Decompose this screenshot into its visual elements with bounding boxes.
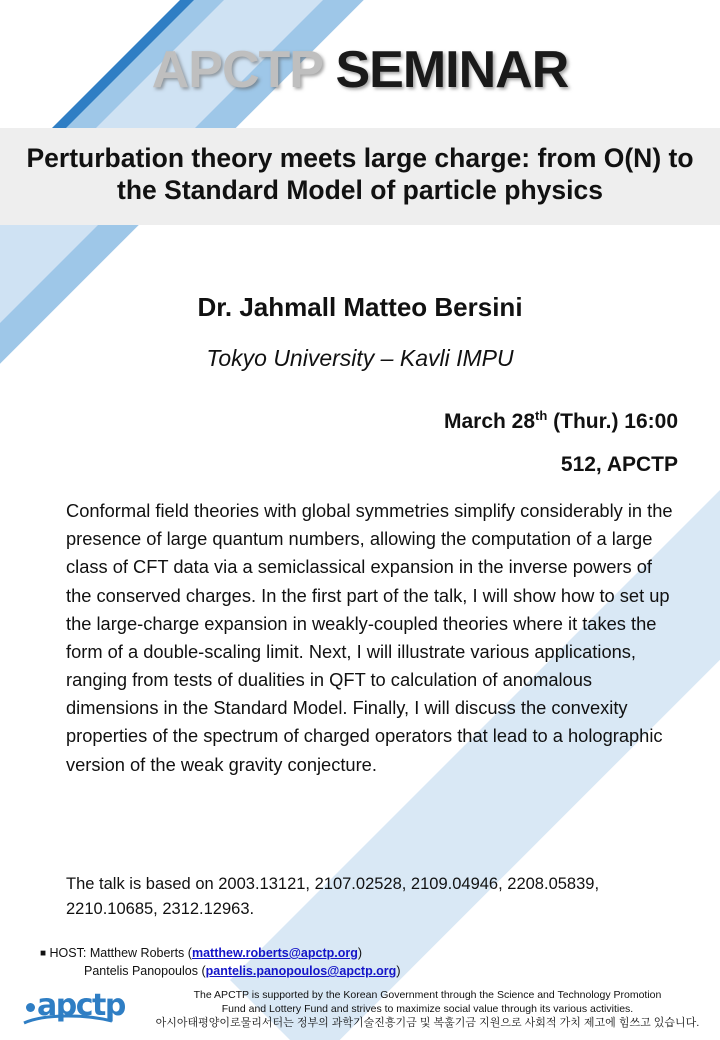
talk-date-ordinal: th — [535, 408, 548, 423]
host2-name: Pantelis Panopoulos — [84, 964, 198, 979]
logo-swoosh-icon — [22, 1012, 114, 1026]
title-panel — [0, 128, 720, 225]
paren-close-2: ) — [396, 964, 401, 979]
logo-dot-icon — [26, 1003, 35, 1012]
talk-title: Perturbation theory meets large charge: from O(N) to the Standard Model of particle physics — [26, 143, 694, 206]
funding-line-2: Fund and Lottery Fund and strives to maximize social value through its various activities. — [221, 1003, 634, 1016]
host1-name: Matthew Roberts — [89, 946, 185, 960]
heading-apctp-word: APCTP — [151, 41, 323, 99]
logo-text: apctp — [37, 988, 125, 1023]
talk-references: The talk is based on 2003.13121, 2107.02528, 2109.04946, 2208.05839, 2210.10685, 2312.12963. — [66, 875, 600, 918]
speaker-affiliation: Tokyo University – Kavli IMPU — [206, 345, 514, 371]
paren-open-1: ( — [187, 946, 192, 960]
host-row-1 — [40, 944, 400, 962]
host2-email-link[interactable]: pantelis.panopoulos@apctp.org — [205, 964, 397, 979]
talk-location: 512, APCTP — [560, 453, 678, 476]
funding-line-1: The APCTP is supported by the Korean Government through the Science and Technology Promotion — [193, 989, 662, 1001]
funding-footer — [150, 988, 705, 1031]
host1-email-link[interactable]: matthew.roberts@apctp.org — [191, 946, 358, 960]
poster-heading — [0, 40, 720, 100]
funding-line-korean: 아시아태평양이로물리서터는 정부의 과학기술진흥기금 및 복훌기금 지원으로 사회적 가치 제고에 힘쓰고 있습니다. — [155, 1017, 700, 1030]
host-label: HOST: — [49, 946, 87, 960]
paren-close-1: ) — [357, 946, 363, 960]
paren-open-2: ( — [201, 964, 206, 979]
speaker-name: Dr. Jahmall Matteo Bersini — [197, 292, 523, 322]
talk-abstract: Conformal field theories with global symmetries simplify considerably in the presence of large quantum numbers, allowing the computation of a large class of CFT data via a semiclassical expansion in the inverse powers of the conserved charges. In the first part of the talk, I will show how to set up the large-charge expansion in weakly-coupled theories where it takes the form of a double-scaling limit. Next, I will illustrate various applications, ranging from tests of dualities in QFT to calculation of anomalous dimensions in the Standard Model. Finally, I will discuss the convexity properties of the spectrum of charged operators that lead to a holographic version of the weak gravity conjecture. — [66, 500, 673, 775]
bullet-icon: ■ — [40, 948, 47, 959]
talk-datetime — [444, 408, 678, 434]
heading-seminar-word: SEMINAR — [322, 41, 569, 99]
talk-date: March 28 — [443, 410, 536, 433]
host-block — [40, 944, 400, 980]
talk-date-rest: (Thur.) 16:00 — [547, 410, 678, 433]
host-row-2 — [40, 962, 400, 980]
